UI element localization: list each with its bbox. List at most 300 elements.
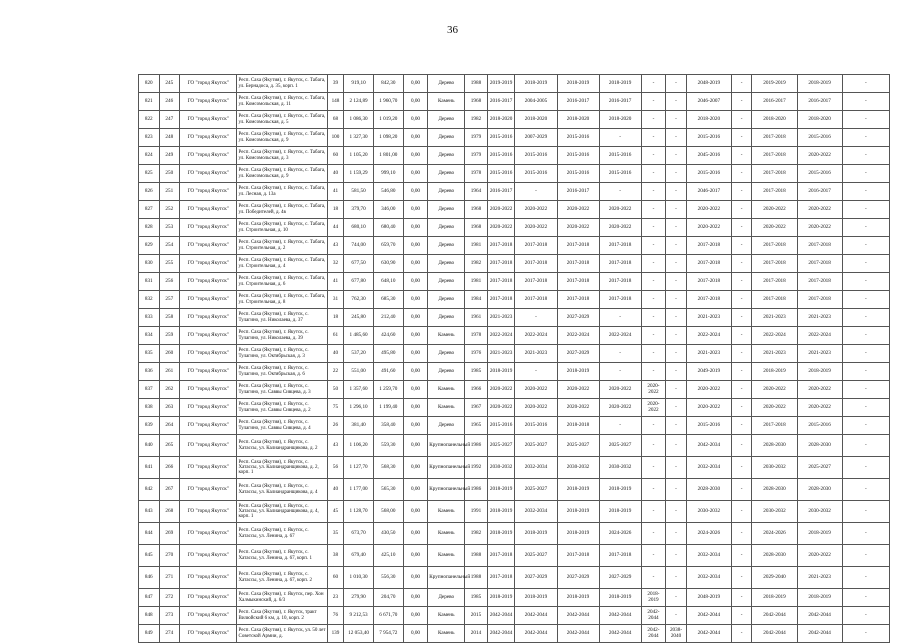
table-cell: 2042-2034 [686, 435, 731, 457]
table-cell: 680,40 [373, 219, 403, 237]
table-cell: - [641, 129, 666, 147]
table-cell: Дерево [428, 183, 465, 201]
table-cell: 269 [159, 523, 180, 545]
table-cell: Респ. Саха (Якутия), г. Якутск, с. Тулагино, ул. Николаева, д. 39 [237, 327, 327, 345]
table-cell: 2020-2022 [797, 545, 842, 567]
table-cell: 270 [159, 545, 180, 567]
table-cell: - [641, 75, 666, 93]
table-cell: 0,00 [403, 607, 428, 625]
table-cell: 2018-2019 [487, 589, 515, 607]
table-cell: 2018-2019 [487, 501, 515, 523]
table-cell: Респ. Саха (Якутия), г. Якутск, с. Хатассы, ул. Калиандранщикова, д. 4, корп. 1 [237, 501, 327, 523]
table-cell: ГО "город Якутск" [180, 327, 237, 345]
table-cell: - [641, 165, 666, 183]
table-cell: Респ. Саха (Якутия), г. Якутск, с. Табага, ул. Бернадоса, д. 35, корп. 1 [237, 75, 327, 93]
table-cell: Респ. Саха (Якутия), г. Якутск, пер. Хон Халмыкинский, д. 6/3 [237, 589, 327, 607]
table-cell: 0,00 [403, 255, 428, 273]
table-cell: 2017-2018 [487, 567, 515, 589]
table-cell: 2022-2024 [797, 327, 842, 345]
table-cell: - [599, 309, 641, 327]
table-cell: - [731, 255, 752, 273]
table-cell: 2017-2018 [599, 291, 641, 309]
table-cell: Крупнопанельный [428, 479, 465, 501]
table-cell: 0,00 [403, 201, 428, 219]
table-cell: 0,00 [403, 75, 428, 93]
table-cell: Респ. Саха (Якутия), г. Якутск, с. Табага, ул. Победителей, д. 4в [237, 201, 327, 219]
table-cell: 2018-2019 [797, 363, 842, 381]
table-cell: 9 212,53 [344, 607, 374, 625]
table-cell: 2017-2018 [752, 237, 797, 255]
table-cell: 2032-2034 [686, 545, 731, 567]
table-cell: 1 106,20 [344, 435, 374, 457]
table-cell: 1 127,70 [344, 457, 374, 479]
table-cell: 1968 [465, 219, 488, 237]
table-cell: 0,00 [403, 165, 428, 183]
table-cell: 2020-2022 [599, 399, 641, 417]
table-cell: 1986 [465, 479, 488, 501]
table-cell: 32 [327, 255, 343, 273]
table-cell: 424,60 [373, 327, 403, 345]
table-cell: 2020-2022 [797, 201, 842, 219]
table-cell: 256 [159, 273, 180, 291]
table-cell: 0,00 [403, 219, 428, 237]
table-cell: Дерево [428, 147, 465, 165]
table-cell: 2017-2018 [557, 273, 599, 291]
table-cell: 2021-2023 [797, 345, 842, 363]
table-cell: 2018-2020 [752, 111, 797, 129]
table-cell: 1988 [465, 545, 488, 567]
table-cell: - [641, 501, 666, 523]
table-cell: 0,00 [403, 501, 428, 523]
table-cell: - [731, 237, 752, 255]
table-cell: 546,80 [373, 183, 403, 201]
table-cell: ГО "город Якутск" [180, 165, 237, 183]
table-cell: 2020-2022 [797, 381, 842, 399]
table-cell: 2015-2016 [797, 417, 842, 435]
table-cell: 2018-2018 [557, 417, 599, 435]
table-cell: 1 327,30 [344, 129, 374, 147]
table-cell: 2028-2030 [752, 545, 797, 567]
table-cell: 2016-2017 [557, 93, 599, 111]
table-cell: 565,30 [373, 479, 403, 501]
table-cell: 2018-2019 [797, 589, 842, 607]
table-cell: 2015-2016 [599, 147, 641, 165]
table-cell: 824 [139, 147, 160, 165]
table-cell: 2019-2019 [752, 75, 797, 93]
table-row [139, 75, 890, 93]
table-cell: 2015-2016 [686, 417, 731, 435]
table-cell: 1984 [465, 291, 488, 309]
table-cell: 1 177,00 [344, 479, 374, 501]
table-cell: 2020-2022 [487, 381, 515, 399]
table-cell: 831 [139, 273, 160, 291]
table-cell: 2015-2016 [557, 165, 599, 183]
table-cell: - [641, 327, 666, 345]
table-row [139, 93, 890, 111]
table-cell: 0,00 [403, 129, 428, 147]
table-cell: ГО "город Якутск" [180, 345, 237, 363]
table-cell: 2018-2019 [797, 523, 842, 545]
table-cell: - [842, 457, 889, 479]
table-cell: 849 [139, 625, 160, 643]
table-cell: 44 [327, 219, 343, 237]
table-cell: 245,80 [344, 309, 374, 327]
table-cell: 2018-2019 [557, 479, 599, 501]
table-cell: 2017-2018 [752, 291, 797, 309]
table-cell: ГО "город Якутск" [180, 219, 237, 237]
table-cell: 2022-2024 [487, 327, 515, 345]
table-row [139, 435, 890, 457]
table-cell: - [641, 273, 666, 291]
table-cell: 2042-2044 [557, 625, 599, 643]
table-cell: 2018-2019 [557, 363, 599, 381]
table-cell: 2020-2022 [797, 147, 842, 165]
table-cell: ГО "город Якутск" [180, 363, 237, 381]
table-cell: 257 [159, 291, 180, 309]
table-cell: 1986 [465, 435, 488, 457]
table-cell: Дерево [428, 309, 465, 327]
table-cell: 254 [159, 237, 180, 255]
table-cell: 840 [139, 435, 160, 457]
table-cell: Дерево [428, 237, 465, 255]
table-cell: - [731, 545, 752, 567]
table-cell: - [731, 129, 752, 147]
table-cell: 2017-2018 [752, 165, 797, 183]
table-cell: Респ. Саха (Якутия), г. Якутск, с. Табага, ул. Комсомольская, д. 9 [237, 165, 327, 183]
table-cell: 0,00 [403, 273, 428, 291]
table-cell: 491,60 [373, 363, 403, 381]
table-cell: 2028-2030 [797, 479, 842, 501]
table-cell: 2015-2016 [599, 165, 641, 183]
table-cell: 2017-2018 [797, 255, 842, 273]
table-cell: 2020-2022 [797, 219, 842, 237]
table-cell: - [641, 111, 666, 129]
table-cell: 1978 [465, 327, 488, 345]
table-cell: Респ. Саха (Якутия), г. Якутск, с. Хатассы, ул. Калиандранщикова, д. 4 [237, 479, 327, 501]
table-cell: 2032-2034 [515, 457, 557, 479]
table-cell: Дерево [428, 417, 465, 435]
table-cell: 2021-2023 [752, 309, 797, 327]
table-cell: 2018-2020 [557, 111, 599, 129]
table-cell: 2025-2027 [515, 479, 557, 501]
table-cell: 2017-2018 [557, 545, 599, 567]
table-cell: 2017-2018 [752, 129, 797, 147]
table-cell: 0,00 [403, 93, 428, 111]
table-cell: - [842, 567, 889, 589]
table-cell: 2020-2022 [686, 219, 731, 237]
table-cell: 2018-2019 [515, 75, 557, 93]
table-cell: 2004-2005 [515, 93, 557, 111]
table-cell: Камень [428, 545, 465, 567]
table-cell: 2042-2044 [599, 625, 641, 643]
table-cell: Респ. Саха (Якутия), г. Якутск, с. Тулагино, ул. Октябрьская, д. 3 [237, 345, 327, 363]
table-row [139, 607, 890, 625]
table-cell: Дерево [428, 345, 465, 363]
table-cell: 2045-2016 [686, 147, 731, 165]
table-cell: 2017-2018 [515, 273, 557, 291]
table-cell: 2017-2018 [557, 255, 599, 273]
table-cell: 2020-2022 [557, 381, 599, 399]
table-cell: - [641, 363, 666, 381]
table-cell: 2020-2022 [797, 399, 842, 417]
table-cell: 0,00 [403, 363, 428, 381]
table-cell: Респ. Саха (Якутия), г. Якутск, с. Тулагино, ул. Николаева, д. 37 [237, 309, 327, 327]
table-cell: 2016-2017 [797, 183, 842, 201]
table-cell: - [641, 147, 666, 165]
table-cell: 261 [159, 363, 180, 381]
table-cell: 2021-2023 [487, 309, 515, 327]
table-cell: 845 [139, 545, 160, 567]
table-cell: 204,70 [373, 589, 403, 607]
table-cell: Респ. Саха (Якутия), г. Якутск, с. Табага, ул. Комсомольская, д. 9 [237, 129, 327, 147]
table-cell: 379,70 [344, 201, 374, 219]
table-cell: 0,00 [403, 523, 428, 545]
table-cell: 2015-2016 [686, 129, 731, 147]
table-cell: Камень [428, 607, 465, 625]
table-cell: - [666, 327, 687, 345]
table-row [139, 111, 890, 129]
table-cell: 2014 [465, 625, 488, 643]
table-cell: 826 [139, 183, 160, 201]
table-cell: 271 [159, 567, 180, 589]
table-cell: 2015-2016 [557, 147, 599, 165]
table-cell: 2015-2016 [515, 147, 557, 165]
table-cell: Дерево [428, 255, 465, 273]
table-cell: - [641, 237, 666, 255]
table-cell: - [842, 545, 889, 567]
table-cell: 2017-2018 [686, 273, 731, 291]
table-cell: 2018-2019 [557, 75, 599, 93]
table-row [139, 291, 890, 309]
table-cell: 829 [139, 237, 160, 255]
table-cell: - [731, 219, 752, 237]
table-cell: 2028-2030 [797, 435, 842, 457]
table-cell: 2030-2032 [686, 501, 731, 523]
table-cell: 2018-2019 [641, 589, 666, 607]
table-row [139, 501, 890, 523]
table-cell: 0,00 [403, 147, 428, 165]
table-cell: 822 [139, 111, 160, 129]
table-cell: ГО "город Якутск" [180, 523, 237, 545]
table-cell: 2017-2018 [686, 237, 731, 255]
table-cell: 1 259,70 [373, 381, 403, 399]
table-cell: - [641, 479, 666, 501]
table-cell: 2028-2030 [752, 479, 797, 501]
table-cell: ГО "город Якутск" [180, 237, 237, 255]
table-cell: 2018-2019 [515, 589, 557, 607]
table-cell: - [731, 523, 752, 545]
table-cell: 2042-2044 [557, 607, 599, 625]
table-cell: 2018-2019 [557, 523, 599, 545]
table-cell: - [842, 625, 889, 643]
table-cell: - [842, 589, 889, 607]
table-cell: - [641, 567, 666, 589]
table-cell: 1 801,00 [373, 147, 403, 165]
table-cell: 1982 [465, 111, 488, 129]
table-cell: 2022-2024 [686, 327, 731, 345]
table-cell: 2017-2018 [686, 255, 731, 273]
table-cell: 842 [139, 479, 160, 501]
table-cell: 2018-2019 [599, 479, 641, 501]
table-cell: 60 [327, 147, 343, 165]
table-cell: ГО "город Якутск" [180, 501, 237, 523]
table-cell: 556,30 [373, 567, 403, 589]
table-cell: Респ. Саха (Якутия), г. Якутск, с. Табага, ул. Строительная, д. 2 [237, 237, 327, 255]
table-cell: 255 [159, 255, 180, 273]
table-cell: 2028-2030 [752, 435, 797, 457]
table-cell: 251 [159, 183, 180, 201]
table-cell: - [666, 501, 687, 523]
table-cell: Крупнопанельный [428, 457, 465, 479]
table-cell: 2025-2027 [599, 435, 641, 457]
table-cell: 1 019,20 [373, 111, 403, 129]
table-cell: 2017-2018 [599, 237, 641, 255]
table-cell: Дерево [428, 201, 465, 219]
table-cell: 841 [139, 457, 160, 479]
table-cell: 2020-2022 [557, 399, 599, 417]
table-cell: - [731, 417, 752, 435]
table-row [139, 345, 890, 363]
table-cell: - [842, 273, 889, 291]
table-cell: Дерево [428, 219, 465, 237]
table-row [139, 457, 890, 479]
table-cell: 252 [159, 201, 180, 219]
table-cell: - [641, 255, 666, 273]
table-cell: - [666, 93, 687, 111]
table-row [139, 381, 890, 399]
table-cell: 0,00 [403, 327, 428, 345]
table-cell: 1 296,10 [344, 399, 374, 417]
table-row [139, 201, 890, 219]
table-cell: 685,30 [373, 291, 403, 309]
table-cell: 843 [139, 501, 160, 523]
table-cell: - [666, 363, 687, 381]
table-cell: 2020-2022 [686, 381, 731, 399]
table-cell: - [666, 417, 687, 435]
table-cell: 1 105,20 [344, 147, 374, 165]
table-cell: 2032-2034 [515, 501, 557, 523]
table-cell: 2020-2022 [515, 201, 557, 219]
table-cell: - [731, 399, 752, 417]
table-cell: 2027-2029 [557, 345, 599, 363]
table-cell: - [731, 147, 752, 165]
table-cell: 846 [139, 567, 160, 589]
table-cell: - [842, 523, 889, 545]
table-cell: 2017-2018 [515, 255, 557, 273]
table-cell: 1966 [465, 381, 488, 399]
table-cell: 2020-2022 [599, 381, 641, 399]
table-cell: 823 [139, 129, 160, 147]
table-cell: - [641, 435, 666, 457]
table-cell: 2030-2032 [557, 457, 599, 479]
table-cell: 2030-2032 [752, 501, 797, 523]
table-cell: - [731, 567, 752, 589]
table-cell: 537,20 [344, 345, 374, 363]
table-cell: Респ. Саха (Якутия), г. Якутск, с. Тулагино, ул. Саввы Сивцева, д. 2 [237, 399, 327, 417]
table-cell: Крупнопанельный [428, 435, 465, 457]
table-cell: 273 [159, 607, 180, 625]
table-cell: 0,00 [403, 399, 428, 417]
table-cell: ГО "город Якутск" [180, 625, 237, 643]
table-cell: 0,00 [403, 435, 428, 457]
table-cell: 838 [139, 399, 160, 417]
table-cell: 2020-2022 [599, 201, 641, 219]
table-cell: 2016-2017 [487, 183, 515, 201]
table-cell: 827 [139, 201, 160, 219]
table-cell: 2017-2018 [686, 291, 731, 309]
table-cell: 2030-2032 [599, 457, 641, 479]
table-cell: - [842, 129, 889, 147]
table-cell: 559,30 [373, 435, 403, 457]
table-cell: 0,00 [403, 237, 428, 255]
table-cell: 2021-2023 [797, 567, 842, 589]
table-cell: 2017-2018 [487, 291, 515, 309]
table-cell: - [599, 417, 641, 435]
table-cell: - [842, 255, 889, 273]
table-cell: 2018-2019 [557, 501, 599, 523]
table-cell: 2021-2023 [515, 345, 557, 363]
table-cell: 2017-2018 [487, 273, 515, 291]
table-cell: 2016-2017 [752, 93, 797, 111]
table-cell: - [599, 129, 641, 147]
table-cell: 1 128,70 [344, 501, 374, 523]
table-cell: - [666, 147, 687, 165]
table-cell: 258 [159, 309, 180, 327]
table-cell: 2030-2032 [797, 501, 842, 523]
table-cell: 1967 [465, 399, 488, 417]
table-cell: Респ. Саха (Якутия), г. Якутск, ул. 50 лет Советской Армии, д. [237, 625, 327, 643]
table-cell: 568,00 [373, 501, 403, 523]
table-cell: ГО "город Якутск" [180, 381, 237, 399]
table-cell: 2016-2017 [487, 93, 515, 111]
table-cell: 821 [139, 93, 160, 111]
table-cell: 2048-2019 [686, 75, 731, 93]
table-cell: 1 199,40 [373, 399, 403, 417]
table-cell: 2020-2022 [752, 381, 797, 399]
table-cell: Респ. Саха (Якутия), г. Якутск, с. Тулагино, ул. Саввы Сивцева, д. 3 [237, 381, 327, 399]
table-cell: 2042-2044 [515, 607, 557, 625]
table-cell: 2030-2032 [752, 457, 797, 479]
table-cell: 0,00 [403, 545, 428, 567]
table-cell: 2042-2044 [599, 607, 641, 625]
page-number: 36 [447, 24, 458, 36]
table-cell: - [666, 165, 687, 183]
table-row [139, 327, 890, 345]
table-cell: 1 098,20 [373, 129, 403, 147]
table-cell: 2020-2022 [515, 381, 557, 399]
table-cell: ГО "город Якутск" [180, 589, 237, 607]
table-cell: 2015-2016 [686, 165, 731, 183]
table-cell: 2020-2022 [599, 219, 641, 237]
table-row [139, 567, 890, 589]
table-row [139, 129, 890, 147]
table-row [139, 309, 890, 327]
table-cell: 2021-2023 [797, 309, 842, 327]
table-cell: 2015-2016 [797, 165, 842, 183]
table-cell: 680,10 [344, 219, 374, 237]
table-cell: 2017-2018 [752, 183, 797, 201]
table-cell: 1 159,29 [344, 165, 374, 183]
table-cell: - [842, 165, 889, 183]
table-cell: Дерево [428, 165, 465, 183]
table-cell: - [666, 75, 687, 93]
table-cell: 830 [139, 255, 160, 273]
table-cell: - [666, 457, 687, 479]
table-cell: 673,70 [344, 523, 374, 545]
table-cell: 2017-2018 [797, 291, 842, 309]
table-row [139, 255, 890, 273]
table-cell: ГО "город Якутск" [180, 255, 237, 273]
